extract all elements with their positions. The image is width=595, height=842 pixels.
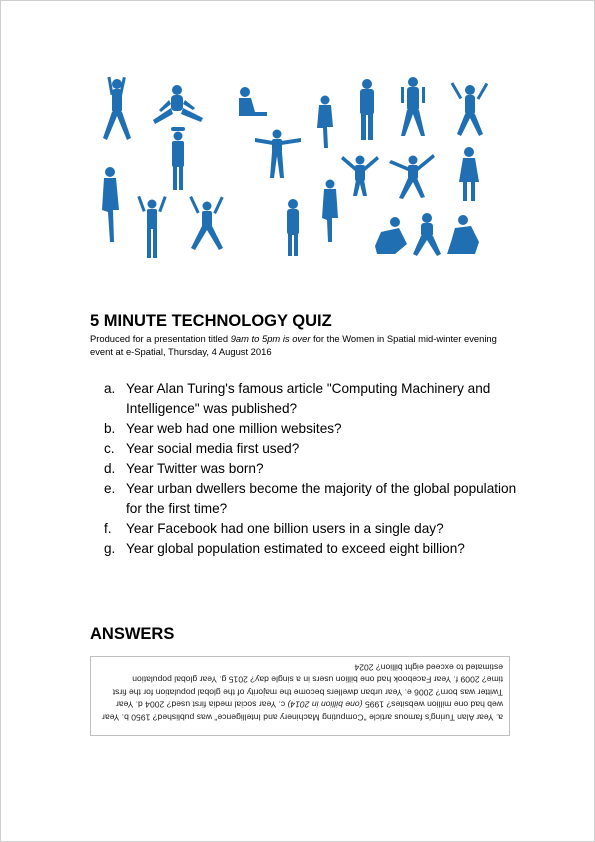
subtitle-suffix: for the Women in Spatial mid-winter evening event at e-Spatial, Thursday, 4 August 2016 [90, 333, 497, 357]
silhouette-figure [341, 156, 379, 197]
silhouette-figure [401, 77, 425, 136]
question-text: Year social media first used? [126, 441, 300, 456]
talk-title: 9am to 5pm is over [230, 333, 311, 344]
silhouette-figure [171, 127, 185, 190]
question-item [104, 519, 524, 539]
answer-b-note: (one billion in 2014) [287, 700, 363, 710]
answer-c: c. Year social media first used? 2004 [145, 700, 288, 710]
answer-a: a. Year Alan Turing's famous article "Computing Machinery and Intelligence" was published? 1950 [131, 712, 503, 723]
question-text: Year Facebook had one billion users in a single day? [126, 521, 444, 536]
silhouette-figure [413, 213, 441, 256]
silhouette-figure [287, 199, 299, 256]
silhouette-figure [447, 215, 479, 254]
question-item [104, 439, 524, 459]
silhouette-figure [375, 217, 407, 254]
question-item [104, 459, 524, 479]
question-text: Year global population estimated to exceed eight billion? [126, 541, 465, 556]
question-marker: d. [104, 461, 116, 476]
silhouette-figure [239, 87, 267, 116]
silhouette-figure [451, 82, 489, 136]
silhouette-figure [317, 96, 333, 149]
question-text: Year web had one million websites? [126, 421, 342, 436]
question-marker: b. [104, 421, 116, 436]
question-item [104, 379, 524, 419]
answers-text-upside-down [99, 661, 503, 724]
silhouette-figure [102, 167, 119, 242]
question-marker: a. [104, 381, 116, 396]
people-silhouettes-icon [95, 72, 505, 262]
answers-box [90, 656, 510, 736]
page-title: 5 MINUTE TECHNOLOGY QUIZ [90, 312, 332, 330]
question-item [104, 419, 524, 439]
silhouette-figure [459, 147, 479, 201]
question-text: Year Alan Turing's famous article "Computing Machinery and Intelligence" was published? [126, 381, 491, 416]
silhouette-figure [153, 85, 203, 124]
silhouette-figure [389, 154, 435, 199]
silhouette-figure [189, 196, 223, 250]
question-text: Year Twitter was born? [126, 461, 264, 476]
question-item [104, 479, 524, 519]
answer-f: f. Year Facebook had one billion users in a single day? 2015 [228, 675, 461, 685]
question-marker: g. [104, 541, 116, 556]
silhouette-figure [103, 77, 131, 140]
question-marker: c. [104, 441, 115, 456]
quiz-questions [104, 379, 524, 559]
question-marker: f. [104, 521, 112, 536]
answer-e: e. Year urban dwellers become the majority of the global population for the first time? 2009 [112, 675, 503, 698]
question-marker: e. [104, 481, 116, 496]
answer-g: g. Year global population estimated to exceed eight billion? 2024 [132, 662, 503, 685]
silhouette-figure [322, 180, 338, 243]
answer-d: d. Year Twitter was born? 2006 [116, 687, 503, 710]
answer-b: b. Year web had one million websites? 1995 [102, 700, 503, 723]
question-text: Year urban dwellers become the majority of the global population for the first time? [126, 481, 517, 516]
question-item [104, 539, 524, 559]
answers-heading: ANSWERS [90, 625, 175, 643]
subtitle [90, 332, 520, 358]
silhouette-figure [255, 130, 301, 179]
silhouette-figure [360, 79, 374, 140]
subtitle-prefix: Produced for a presentation titled [90, 333, 231, 344]
silhouette-figure [137, 196, 166, 258]
